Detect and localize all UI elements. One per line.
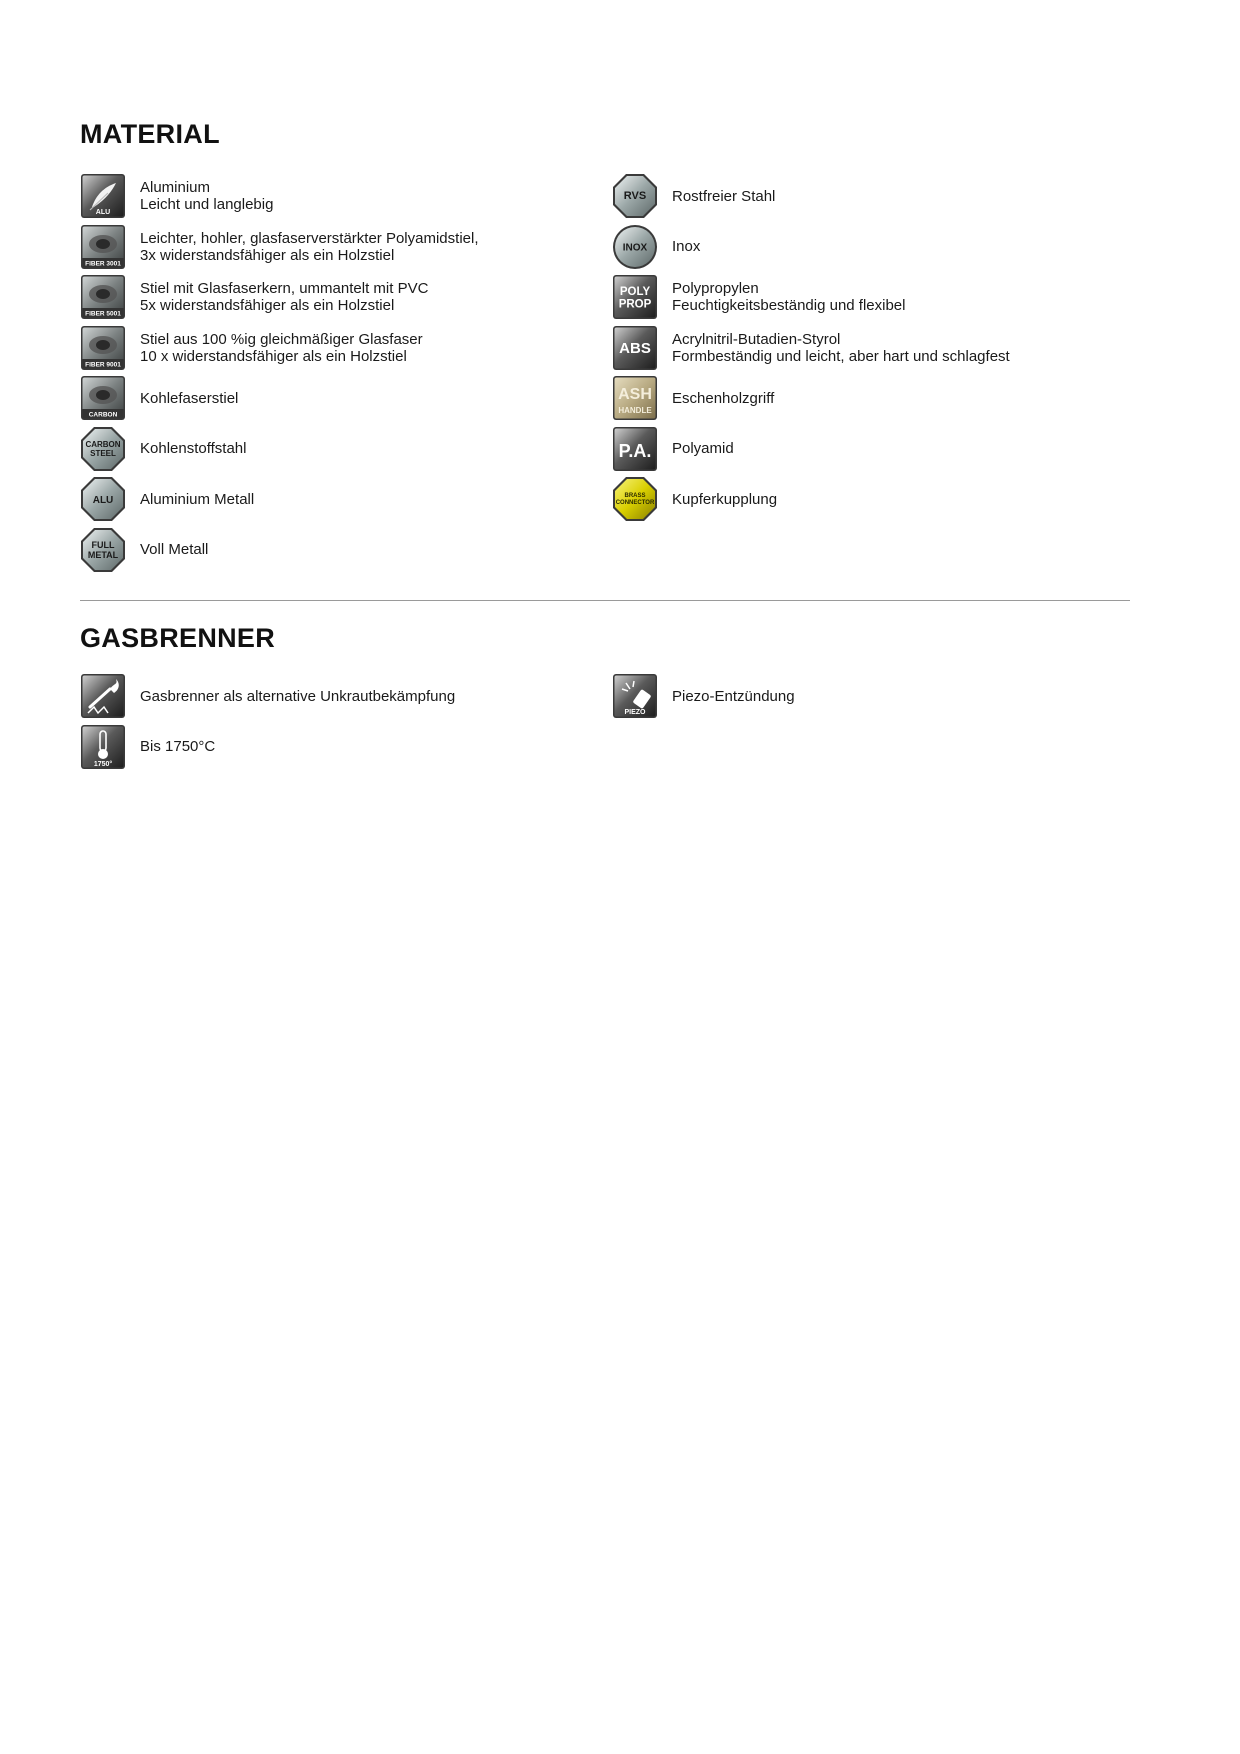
svg-text:ABS: ABS [619,339,651,357]
list-item [612,325,1010,371]
list-item [80,527,208,573]
item-line-2: Feuchtigkeitsbeständig und flexibel [672,297,906,314]
item-line-1: Aluminium Metall [140,490,255,508]
svg-text:ALU: ALU [92,495,114,506]
item-description [140,440,246,457]
svg-text:CARBON: CARBON [88,411,118,419]
list-item [80,274,428,320]
item-line-1: Piezo-Entzündung [672,687,795,705]
carbon-icon [80,375,126,421]
item-line-1: Gasbrenner als alternative Unkrautbekämpfung [140,687,456,705]
svg-text:CARBONSTEEL: CARBON STEEL [85,439,121,458]
section-divider [80,600,1130,601]
fiber-3001-icon [80,224,126,270]
fiber-9001-icon [80,325,126,371]
svg-text:P.A.: P.A. [618,440,652,461]
gasbrenner-section [80,622,1130,654]
list-item [612,476,777,522]
item-line-1: Kohlefaserstiel [140,389,239,407]
svg-text:HANDLE: HANDLE [618,406,652,415]
pa-icon [612,426,658,472]
list-item [612,224,700,270]
piezo-icon [612,673,658,719]
item-line-2: 5x widerstandsfähiger als ein Holzstiel [140,297,395,314]
item-line-1: Inox [672,238,701,255]
list-item [80,673,455,719]
item-line-1: Aluminium [140,179,211,196]
item-description [672,331,1010,365]
gasbrenner-title: GASBRENNER [80,623,276,653]
list-item [612,673,795,719]
inox-icon [612,224,658,270]
svg-text:FULLMETAL: FULL METAL [87,539,119,560]
svg-text:RVS: RVS [623,190,647,202]
item-line-1: Bis 1750°C [140,738,216,755]
abs-icon [612,325,658,371]
item-line-1: Leichter, hohler, glasfaserverstärkter Polyamidstiel, [140,229,479,247]
item-line-1: Acrylnitril-Butadien-Styrol [672,330,841,348]
svg-text:ASH: ASH [618,386,652,403]
list-item [80,426,246,472]
item-description [672,280,905,314]
list-item [80,476,254,522]
item-line-1: Eschenholzgriff [672,389,775,407]
item-description [672,188,775,205]
rvs-icon [612,173,658,219]
item-line-2: 10 x widerstandsfähiger als ein Holzstiel [140,347,407,365]
item-line-1: Stiel aus 100 %ig gleichmäßiger Glasfaser [140,330,423,348]
list-item [80,724,215,770]
alu-metal-icon [80,476,126,522]
list-item [80,375,238,421]
item-line-1: Kupferkupplung [672,490,778,508]
svg-text:FIBER 9001: FIBER 9001 [85,361,121,368]
svg-text:FIBER 3001: FIBER 3001 [85,260,121,267]
item-line-1: Rostfreier Stahl [672,187,776,205]
item-description [140,179,273,213]
material-title: MATERIAL [80,119,220,149]
item-description [140,230,479,264]
carbon-steel-icon [80,426,126,472]
item-description [672,688,795,705]
thermometer-icon [80,724,126,770]
item-description [672,238,700,255]
item-line-1: Polypropylen [672,280,759,297]
list-item [612,173,775,219]
weed-burner-icon [80,673,126,719]
item-description [672,491,777,508]
item-description [672,390,774,407]
svg-text:BRASSCONNECTOR: BRASS CONNECTOR [615,493,655,506]
item-line-1: Polyamid [672,440,734,457]
poly-prop-icon [612,274,658,320]
material-section [80,118,1130,150]
svg-text:PIEZO: PIEZO [624,709,646,716]
list-item [80,224,479,270]
full-metal-icon [80,527,126,573]
list-item [80,325,423,371]
brass-connector-icon [612,476,658,522]
item-description [140,331,423,365]
list-item [80,173,273,219]
item-line-1: Stiel mit Glasfaserkern, ummantelt mit PVC [140,280,429,297]
list-item [612,274,905,320]
item-description [672,440,734,457]
item-description [140,390,238,407]
item-description [140,491,254,508]
item-line-2: Leicht und langlebig [140,196,274,213]
svg-text:FIBER 5001: FIBER 5001 [85,310,121,318]
list-item [612,426,734,472]
svg-text:ALU: ALU [95,209,111,216]
item-line-2: Formbeständig und leicht, aber hart und schlagfest [672,347,1010,365]
svg-text:1750°: 1750° [93,760,113,768]
svg-text:POLYPROP: POLY PROP [618,286,652,311]
list-item [612,375,774,421]
item-description [140,738,215,755]
svg-text:INOX: INOX [622,242,648,253]
alu-feather-icon [80,173,126,219]
item-line-1: Voll Metall [140,541,209,558]
item-line-1: Kohlenstoffstahl [140,440,247,457]
item-description [140,541,208,558]
ash-handle-icon [612,375,658,421]
fiber-5001-icon [80,274,126,320]
item-description [140,688,455,705]
item-description [140,280,428,314]
item-line-2: 3x widerstandsfähiger als ein Holzstiel [140,246,395,264]
